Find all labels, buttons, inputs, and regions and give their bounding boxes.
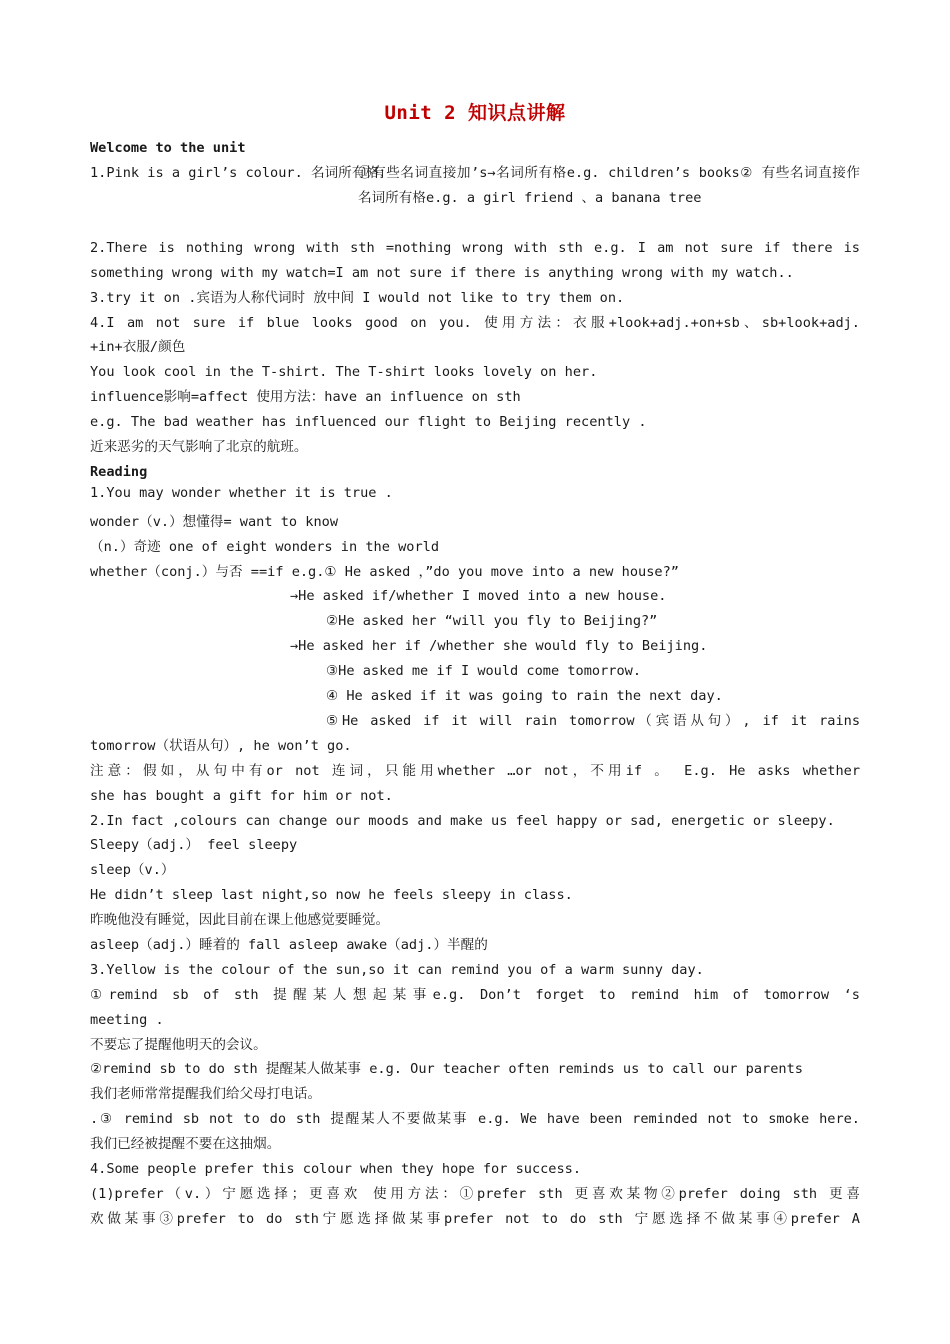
text-line: 2.In fact ,colours can change our moods and make us feel happy or sad, energetic or sleepy. [90,813,835,829]
text-line: 1.Pink is a girl’s colour. 名词所有格： [90,165,393,181]
text-line: 1.You may wonder whether it is true . [90,485,393,501]
text-line: 我们已经被提醒不要在这抽烟。 [90,1136,281,1152]
text-line: 注意：假如，从句中有or not 连词，只能用whether …or not，不用if 。 E.g. He asks whether [90,763,860,779]
text-line: asleep（adj.）睡着的 fall asleep awake（adj.）半醒的 [90,937,488,953]
text-line: Sleepy（adj.） feel sleepy [90,837,298,853]
text-line: ④ He asked if it was going to rain the next day. [326,688,723,704]
text-line: 3.try it on .宾语为人称代词时 放中间 I would not like to try them on. [90,290,625,306]
text-line: 4.Some people prefer this colour when they hope for success. [90,1161,582,1177]
text-line: wonder（v.）想懂得= want to know [90,514,339,530]
text-line: ②remind sb to do sth 提醒某人做某事 e.g. Our teacher often reminds us to call our parents [90,1061,803,1077]
text-line: 昨晚他没有睡觉，因此目前在课上他感觉要睡觉。 [90,912,390,928]
text-line: .③ remind sb not to do sth 提醒某人不要做某事 e.g. We have been reminded not to smoke here. [90,1111,860,1127]
text-line: 2.There is nothing wrong with sth =nothing wrong with sth e.g. I am not sure if there is [90,240,860,256]
text-line: （n.）奇迹 one of eight wonders in the world [90,539,440,555]
text-line: 3.Yellow is the colour of the sun,so it can remind you of a warm sunny day. [90,962,704,978]
text-line: ②He asked her “will you fly to Beijing?” [326,613,658,629]
text-line: tomorrow（状语从句）, he won’t go. [90,738,352,754]
text-line: You look cool in the T-shirt. The T-shirt looks lovely on her. [90,364,598,380]
text-line: whether（conj.）与否 ==if e.g.① He asked ，”do you move into a new house?” [90,564,679,580]
text-line: meeting . [90,1012,164,1028]
possessive-note: ①有些名词直接加’s→名词所有格e.g. children’s books② 有些名词直接作名词所有格e.g. a girl friend 、a banana tree [358,165,860,206]
text-line: 欢做某事③prefer to do sth宁愿选择做某事prefer not to do sth 宁愿选择不做某事④prefer A [90,1211,860,1227]
text-line: influence影响=affect 使用方法：have an influence on sth [90,389,521,405]
text-line: 我们老师常常提醒我们给父母打电话。 [90,1086,322,1102]
section-heading-welcome: Welcome to the unit [90,140,246,156]
text-line: she has bought a gift for him or not. [90,788,393,804]
text-line: ③He asked me if I would come tomorrow. [326,663,641,679]
text-line: sleep（v.） [90,862,175,878]
text-line: ⑤He asked if it will rain tomorrow（宾语从句）, if it rains [326,713,860,729]
text-line: e.g. The bad weather has influenced our flight to Beijing recently . [90,414,647,430]
text-line: →He asked her if /whether she would fly to Beijing. [290,638,708,654]
text-line: something wrong with my watch=I am not sure if there is anything wrong with my watch.. [90,265,794,281]
text-line: 不要忘了提醒他明天的会议。 [90,1037,267,1053]
text-line: (1)prefer（v.）宁愿选择；更喜欢 使用方法：①prefer sth 更喜欢某物②prefer doing sth 更喜 [90,1186,860,1202]
text-line: ①remind sb of sth 提醒某人想起某事e.g. Don’t forget to remind him of tomorrow ‘s [90,987,860,1003]
text-line: 4.I am not sure if blue looks good on you. 使用方法：衣服+look+adj.+on+sb、sb+look+adj. [90,315,860,331]
text-line: He didn’t sleep last night,so now he feels sleepy in class. [90,887,573,903]
text-line: →He asked if/whether I moved into a new house. [290,588,667,604]
page-title: Unit 2 知识点讲解 [384,102,566,124]
section-heading-reading: Reading [90,464,148,480]
text-line: +in+衣服/颜色 [90,339,186,355]
text-line: 近来恶劣的天气影响了北京的航班。 [90,439,308,455]
